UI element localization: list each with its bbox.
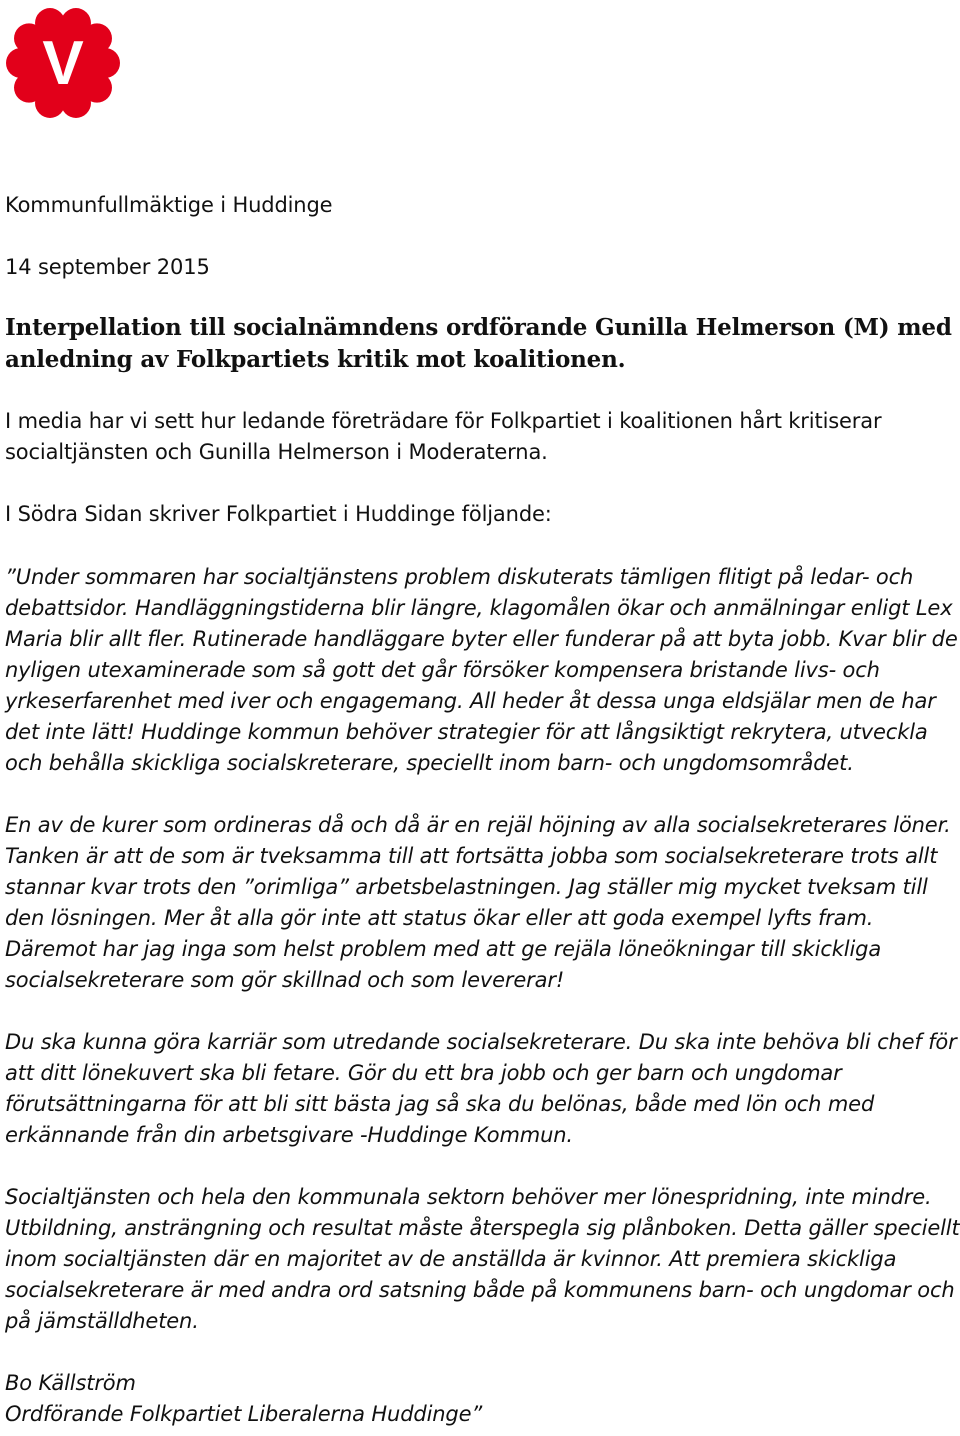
addressee: Kommunfullmäktige i Huddinge — [5, 193, 333, 217]
document-title: Interpellation till socialnämndens ordförande Gunilla Helmerson (M) med anledning av Folkpartiets kritik mot koalitionen. — [5, 314, 952, 373]
document-body — [5, 190, 960, 1430]
quote-paragraph-4: Socialtjänsten och hela den kommunala sektorn behöver mer lönespridning, inte mindre. Utbildning, ansträngning och resultat måste återspegla sig plånboken. Detta gäller speciellt inom socialtjänsten där en majoritet av de anställda är kvinnor. Att premiera skickliga socialsekreterare är med andra ord satsning både på kommunens barn- och ungdomar och på jämställdheten. — [5, 1185, 960, 1333]
signature-title: Ordförande Folkpartiet Liberalerna Huddinge” — [5, 1402, 483, 1426]
party-logo — [4, 4, 122, 122]
quoted-text — [5, 562, 960, 1430]
quote-paragraph-3: Du ska kunna göra karriär som utredande socialsekreterare. Du ska inte behöva bli chef för att ditt lönekuvert ska bli fetare. Gör du ett bra jobb och ger barn och ungdomar förutsättningarna för att bli sitt bästa jag så ska du belönas, både med lön och med erkännande från din arbetsgivare -Huddinge Kommun. — [5, 1030, 957, 1147]
quote-lead: I Södra Sidan skriver Folkpartiet i Huddinge följande: — [5, 502, 552, 526]
rose-v-logo-icon — [4, 4, 122, 122]
logo-letter: V — [42, 29, 84, 98]
signature-name: Bo Källström — [5, 1371, 136, 1395]
intro-paragraph: I media har vi sett hur ledande företrädare för Folkpartiet i koalitionen hårt kritiserar socialtjänsten och Gunilla Helmerson i Moderaterna. — [5, 409, 882, 464]
quote-paragraph-1: ”Under sommaren har socialtjänstens problem diskuterats tämligen flitigt på ledar- och debattsidor. Handläggningstiderna blir längre, klagomålen ökar och anmälningar enligt Lex Maria blir allt fler. Rutinerade handläggare byter eller funderar på att byta jobb. Kvar blir de nyligen utexaminerade som så gott det går försöker kompensera bristande livs- och yrkeserfarenhet med iver och engagemang. All heder åt dessa unga eldsjälar men de har det inte lätt! Huddinge kommun behöver strategier för att långsiktigt rekrytera, utveckla och behålla skickliga socialskreterare, speciellt inom barn- och ungdomsområdet. — [5, 565, 958, 775]
quote-paragraph-2: En av de kurer som ordineras då och då är en rejäl höjning av alla socialsekreterares löner. Tanken är att de som är tveksamma till att fortsätta jobba som socialsekreterare trots allt stannar kvar trots den ”orimliga” arbetsbelastningen. Jag ställer mig mycket tveksam till den lösningen. Mer åt alla gör inte att status ökar eller att goda exempel lyfts fram. Däremot har jag inga som helst problem med att ge rejäla löneökningar till skickliga socialsekreterare som gör skillnad och som levererar! — [5, 813, 951, 992]
document-date: 14 september 2015 — [5, 255, 210, 279]
